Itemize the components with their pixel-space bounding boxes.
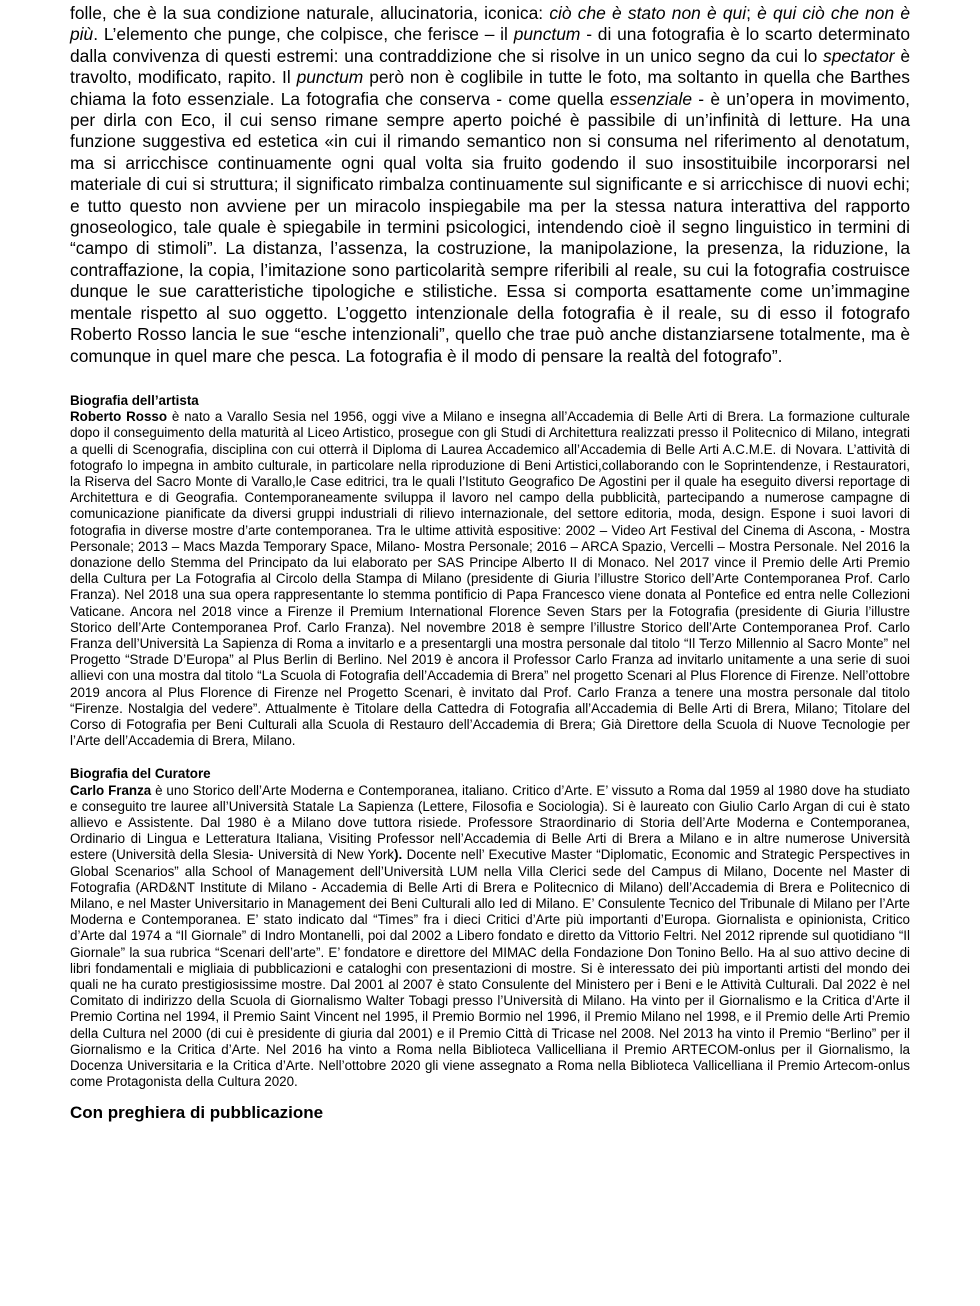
intro-text: - è un’opera in movimento, per dirla con Eco, il cui senso rimane sempre aperto poiché è passibile di un’infinità di letture. Ha una funzione suggestiva ed estetica «in cui il rimando semantico non si consuma nel riferimento al denotatum, ma si arricchisce continuamente ogni qual volta sia fruito godendo il suo insostituibile incorporarsi nel materiale di cui si struttura; il significato rimbalza continuamente sul significante e si arricchisce di nuovi echi; e tutto questo non avviene per un miracolo inspiegabile ma per la stessa natura interattiva del rapporto gnoseologico, tale quale è spiegabile in termini psicologici, intendendo cioè il segno linguistico in termini di “campo di stimoli”. La distanza, l’assenza, la costruzione, la manipolazione, la presenza, la riduzione, la contraffazione, la copia, l’imitazione sono particolarità sempre riferibili al reale, su cui la fotografia costruisce dunque le sue caratteristiche tipologiche e stilistiche. Essa si comporta esattamente come un’immagine mentale rispetto al suo oggetto. L’oggetto intenzionale della fotografia è il reale, su di esso il fotografo Roberto Rosso lancia le sue “esche intenzionali”, quello che trae può anche distanziarsene totalmente, ma è comunque in quel mare che pesca. La fotografia è il modo di pensare la realtà del fotografo”. (70, 88, 910, 366)
intro-text: - di una fotografia è lo scarto determinato dalla convivenza di questi estremi: una contraddizione che si risolve in un unico segno da cui lo (70, 24, 911, 66)
intro-text: però non è coglibile in tutte le foto, ma soltanto in quella che Barthes chiama la foto essenziale. La fotografia che conserva - come quella (70, 67, 910, 109)
curator-name: Carlo Franza (70, 782, 152, 798)
curator-biography (70, 766, 910, 1090)
artist-biography-title: Biografia dell’artista (70, 392, 199, 408)
intro-text: . L’elemento che punge, che colpisce, che ferisce – il (93, 24, 514, 45)
intro-emphasis: ciò che è stato non è qui (549, 3, 747, 23)
publication-request: Con preghiera di pubblicazione (70, 1103, 324, 1123)
intro-emphasis: è qui ciò che non è più (70, 3, 911, 45)
curator-biography-title: Biografia del Curatore (70, 766, 211, 782)
curator-biography-text: è uno Storico dell’Arte Moderna e Contemporanea, italiano. Critico d’Arte. E’ vissuto a Roma dal 1959 al 1980 dove ha studiato e conseguito tre lauree all’Università Statale La Sapienza (Lettere, Filosofia e Sociologia). Si è laureato con Giulio Carlo Argan di cui è stato allievo e Assistente. Dal 1980 è a Milano dove tuttora risiede. Professore Straordinario di Storia dell’Arte Moderna e Contemporanea, Ordinario di Lingua e Letteratura Italiana, Visiting Professor nell’Accademia di Belle Arti di Brera a Milano e in altre numerose Università estere (Università della Slesia- Università di New York (70, 782, 911, 863)
curator-biography-body (70, 783, 910, 1091)
intro-text: folle, che è la sua condizione naturale, allucinatoria, iconica: (70, 3, 550, 23)
intro-emphasis: spectator (823, 45, 895, 66)
curator-bold-punctuation: ). (393, 847, 403, 863)
curator-biography-text-continued: Docente nell’ Executive Master “Diplomatic, Economic and Strategic Perspectives in Global Scenarios” alla School of Management dell’Università LUM nella Villa Clerici sede del Campus di Milano, Docente nel Master di Fotografia (ARD&NT Institute di Milano - Accademia di Belle Arti di Brera e Politecnico di Milano) dell’Accademia di Brera e Politecnico di Milano, e nel Master Universitario in Management dei Beni Culturali allo Ied di Milano. E’ Consulente Tecnico del Tribunale di Milano per l’Arte Moderna e Contemporanea. E’ stato indicato dal “Times” fra i dieci Critici d’Arte più importanti d’Europa. Giornalista e opinionista, Critico d’Arte dal 1974 a “Il Giornale” di Indro Montanelli, poi dal 2002 a Libero fondato e diretto da Vittorio Feltri. Nel 2012 riprende sul quotidiano “Il Giornale” la sua rubrica “Scenari dell’arte”. E’ fondatore e direttore del MIMAC della Fondazione Don Tonino Bello. Ha al suo attivo decine di libri fondamentali e migliaia di pubblicazioni e cataloghi con presentazioni di mostre. Si è interessato dei più importanti artisti del mondo dei quali ne ha curato prestigiosissime mostre. Dal 2001 al 2007 è stato Consulente del Ministero per i Beni e le Attività Culturali. Dal 2022 è nel Comitato di indirizzo della Scuola di Giornalismo Walter Tobagi presso l’Università di Milano. Ha vinto per il Giornalismo e la Critica d’Arte il Premio Cortina nel 1994, il Premio Saint Vincent nel 1995, il Premio Bormio nel 1996, il Premio Milano nel 1998, e il Premio delle Arti Premio della Cultura nel 2000 (di cui è presidente di giuria dal 2001) e il Premio Città di Tricase nel 2008. Nel 2013 ha vinto il Premio “Berlino” per il Giornalismo e la Critica d’Arte. Nel 2016 ha vinto a Roma nella Biblioteca Vallicelliana il Premio ARTECOM-onlus per il Giornalismo, la Docenza Universitaria e la Critica d’Arte. Nell’ottobre 2020 gli viene assegnato a Roma nella Biblioteca Vallicelliana il Premio Artecom-onlus come Protagonista della Cultura 2020. (70, 847, 911, 1090)
artist-name: Roberto Rosso (70, 409, 168, 425)
artist-biography (70, 393, 910, 749)
intro-emphasis: punctum (513, 24, 581, 45)
document-page (70, 3, 910, 1123)
intro-paragraph (70, 3, 910, 367)
intro-emphasis: essenziale (609, 88, 693, 109)
intro-text: ; (746, 3, 758, 23)
intro-emphasis: punctum (296, 67, 364, 88)
intro-text: è travolto, modificato, rapito. Il (70, 45, 910, 88)
artist-biography-text: è nato a Varallo Sesia nel 1956, oggi vive a Milano e insegna all’Accademia di Belle Arti di Brera. La formazione culturale dopo il conseguimento della maturità al Liceo Artistico, prosegue con gli Studi di Architettura realizzati presso il Politecnico di Milano, integrati a quelli di Scenografia, disciplina con cui otterrà il Diploma di Laurea Accademico all’Accademia di Belle Arti A.C.M.E. di Novara. L’attività di fotografo lo impegna in ambito culturale, in particolare nella riproduzione di Beni Artistici,collaborando con le Soprintendenze, i Restauratori, la Riserva del Sacro Monte di Varallo,le Case editrici, tra le quali l’Istituto Geografico De Agostini per il quale ha eseguito diversi reportage di Architettura e di Geografia. Contemporaneamente sviluppa il lavoro nel campo della pubblicità, partecipando a numerose campagne di comunicazione pianificate da diversi gruppi industriali di rilievo internazionale, del settore editoria, moda, design. Espone i suoi lavori di fotografia in diverse mostre d’arte contemporanea. Tra le ultime attività espositive: 2002 – Video Art Festival del Cinema di Ascona, - Mostra Personale; 2013 – Macs Mazda Temporary Space, Milano- Mostra Personale; 2016 – ARCA Spazio, Vercelli – Mostra Personale. Nel 2016 la donazione dello Stemma del Principato da lui elaborato per SAS Principe Alberto II di Monaco. Nel 2017 vince il Premio delle Arti Premio della Cultura per La Fotografia al Circolo della Stampa di Milano (presidente di Giuria l’illustre Storico dell’Arte Contemporanea Prof. Carlo Franza). Nel 2018 una sua opera rappresentante lo stemma pontificio di Papa Francesco viene donata al Pontefice ed entra nelle Collezioni Vaticane. Ancora nel 2018 vince a Firenze il Premium International Florence Seven Stars per la Fotografia (presidente di Giuria l’illustre Storico dell’Arte Contemporanea Prof. Carlo Franza). Nel novembre 2018 è sempre l’illustre Storico dell’Arte Contemporanea Prof. Carlo Franza dell’Università La Sapienza di Roma a invitarlo e a presentargli una mostra personale dal titolo “Il Terzo Millennio al Sacro Monte” nel Progetto “Strade D’Europa” al Plus Berlin di Berlino. Nel 2019 è ancora il Professor Carlo Franza ad invitarlo unitamente a una serie di suoi allievi con una mostra dal titolo “La Scuola di Fotografia dell’Accademia di Brera” nel progetto Scenari al Plus Florence di Firenze. Nell’ottobre 2019 ancora al Plus Florence di Firenze nel Progetto Scenari, è invitato dal Prof. Carlo Franza a tenere una mostra personale dal titolo “Firenze. Nostalgia del vedere”. Attualmente è Titolare della Cattedra di Fotografia all’Accademia di Belle Arti di Brera, Milano; Titolare del Corso di Fotografia per Beni Culturali alla Scuola di Restauro dell’Accademia di Brera; Già Direttore della Scuola di Nuove Tecnologie per l’Arte dell’Accademia di Brera, Milano. (70, 409, 910, 749)
artist-biography-body (70, 409, 910, 749)
